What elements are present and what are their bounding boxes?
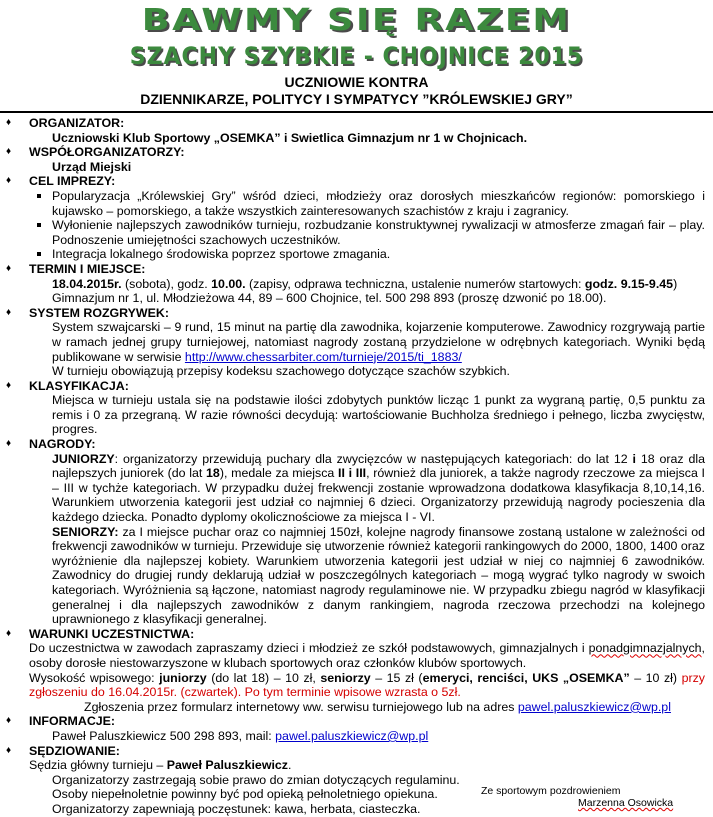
section-wspolorganizatorzy bbox=[0, 145, 713, 174]
section-system bbox=[0, 306, 713, 379]
banner-subtitle: SZACHY SZYBKIE - CHOJNICE 2015 bbox=[129, 42, 584, 70]
square-bullet-icon bbox=[37, 252, 41, 256]
section-cel bbox=[0, 174, 713, 262]
signature-name: Marzenna Osowicka bbox=[578, 797, 674, 809]
section-informacje bbox=[0, 714, 713, 743]
system-text: System szwajcarski – 9 rund, 15 minut na partię dla zawodnika, kojarzenie komputerowe. Zawodnicy rozgrywają partie w ramach jednej grupy turniejowej, natomiast nagrody zostaną przydzielone w odrębnych kategoriach. Wyniki będą publikowane w serwisie http://www.chessarbiter.com/turnieje/2015/ti_1883/ bbox=[52, 320, 705, 364]
goals-list bbox=[0, 189, 713, 262]
diamond-bullet-icon: ♦ bbox=[6, 715, 12, 727]
entry-fee: Wysokość wpisowego: juniorzy (do lat 18) – 10 zł, seniorzy – 15 zł (emeryci, renciści, UKS „OSEMKA” – 10 zł) przy zgłoszeniu do 16.04.2015r. (czwartek). Po tym terminie wpisowe wzrasta o 5zł. bbox=[29, 670, 705, 700]
note-line: Organizatorzy zapewniają poczęstunek: kawa, herbata, ciasteczka. bbox=[52, 801, 421, 816]
signup-line: Zgłoszenia przez formularz internetowy ww. serwisu turniejowego lub na adres pawel.paluszkiewicz@wp.pl bbox=[84, 699, 671, 714]
section-title: WARUNKI UCZESTNICTWA: bbox=[29, 626, 195, 641]
section-termin bbox=[0, 262, 713, 306]
diamond-bullet-icon: ♦ bbox=[6, 175, 12, 187]
termin-address: Gimnazjum nr 1, ul. Młodzieżowa 44, 89 – 600 Chojnice, tel. 500 298 893 (proszę dzwonić po 18.00). bbox=[52, 291, 607, 306]
signup-email-link[interactable]: pawel.paluszkiewicz@wp.pl bbox=[517, 699, 671, 714]
diamond-bullet-icon: ♦ bbox=[6, 117, 12, 128]
section-title: SĘDZIOWANIE: bbox=[29, 743, 120, 758]
list-item: Popularyzacja „Królewskiej Gry” wśród dzieci, młodzieży oraz dorosłych mieszkańców regionów: pomorskiego i kujawsko – pomorskiego, a także wszystkich zainteresowanych szachistów z kraju i zagranicy. bbox=[52, 189, 705, 218]
judge-line: Sędzia główny turnieju – Paweł Paluszkiewicz. bbox=[29, 758, 292, 773]
section-title: WSPÓŁORGANIZATORZY: bbox=[29, 145, 185, 160]
section-title: ORGANIZATOR: bbox=[29, 116, 125, 130]
diamond-bullet-icon: ♦ bbox=[6, 262, 12, 274]
square-bullet-icon bbox=[37, 194, 41, 198]
section-title: CEL IMPREZY: bbox=[29, 174, 116, 189]
header-line-1: UCZNIOWIE KONTRA bbox=[284, 74, 429, 90]
diamond-bullet-icon: ♦ bbox=[6, 379, 12, 391]
deadline-note: przy zgłoszeniu do 16.04.2015r. (czwartek). Po tym terminie wpisowe wzrasta o 5zł. bbox=[29, 670, 705, 700]
informacje-text: Paweł Paluszkiewicz 500 298 893, mail: pawel.paluszkiewicz@wp.pl bbox=[52, 728, 429, 743]
organizator-text: Uczniowski Klub Sportowy „OSEMKA” i Swietlica Gimnazjum nr 1 w Chojnicach. bbox=[52, 130, 528, 145]
event-date: 18.04.2015r. bbox=[52, 276, 122, 291]
diamond-bullet-icon: ♦ bbox=[6, 438, 12, 450]
system-rules: W turnieju obowiązują przepisy kodeksu szachowego dotyczące szachów szybkich. bbox=[52, 364, 510, 379]
section-title: TERMIN I MIEJSCE: bbox=[29, 261, 146, 276]
section-title: INFORMACJE: bbox=[29, 714, 116, 729]
note-line: Osoby niepełnoletnie powinny być pod opieką pełnoletniego opiekuna. bbox=[52, 787, 438, 802]
termin-date-line: 18.04.2015r. (sobota), godz. 10.00. (zapisy, odprawa techniczna, ustalenie numerów startowych: godz. 9.15-9.45) bbox=[52, 276, 678, 291]
signature-greeting: Ze sportowym pozdrowieniem bbox=[481, 785, 621, 797]
diamond-bullet-icon: ♦ bbox=[6, 146, 12, 158]
section-title: NAGRODY: bbox=[29, 437, 96, 452]
list-item: Integracja lokalnego środowiska poprzez sportowe zmagania. bbox=[52, 247, 705, 262]
section-organizator bbox=[0, 116, 713, 145]
note-line: Organizatorzy zastrzegają sobie prawo do zmian dotyczących regulaminu. bbox=[52, 772, 460, 787]
warunki-text: Do uczestnictwa w zawodach zapraszamy dzieci i młodzież ze szkół podstawowych, gimnazjalnych i ponadgimnazjalnych, osoby dorosłe niestowarzyszone w klubach sportowych oraz członków klubów sportowych. bbox=[29, 641, 705, 670]
square-bullet-icon bbox=[37, 223, 41, 227]
section-title: SYSTEM ROZGRYWEK: bbox=[29, 305, 169, 320]
section-warunki bbox=[0, 627, 713, 715]
diamond-bullet-icon: ♦ bbox=[6, 627, 12, 639]
diamond-bullet-icon: ♦ bbox=[6, 306, 12, 318]
contact-email-link[interactable]: pawel.paluszkiewicz@wp.pl bbox=[275, 728, 429, 743]
regulations-body bbox=[0, 116, 713, 817]
registration-time: godz. 9.15-9.45 bbox=[584, 276, 674, 291]
diamond-bullet-icon: ♦ bbox=[6, 744, 12, 756]
header-divider bbox=[0, 111, 713, 113]
header-line-2: DZIENNIKARZE, POLITYCY I SYMPATYCY ”KRÓLEWSKIEJ GRY” bbox=[140, 91, 573, 107]
event-time: 10.00. bbox=[211, 276, 246, 291]
seniorzy-prizes: SENIORZY: za I miejsce puchar oraz co najmniej 150zł, kolejne nagrody finansowe zostaną ustalone w zależności od frekwencji zawodników w turnieju. Przewiduje się utworzenie również kategorii rankingowych do 2000, 1800, 1400 oraz wyróżnienie dla najlepszej kobiety. Warunkiem utworzenia kategorii jest udział w niej co najmniej 6 zawodników. Zawodnicy do drugiej rundy deklarują udział w poszczególnych kategoriach – mogą wygrać tylko nagrody w swoich kategoriach. Wyróżnienia są łączone, natomiast nagrody regulaminowe nie. W przypadku zbiegu nagród w klasyfikacji generalnej i dla najlepszych zawodników z danym rankingiem, nagroda rzeczowa przechodzi na kolejnego uprawnionego z klasyfikacji generalnej. bbox=[52, 524, 705, 627]
banner-title: BAWMY SIĘ RAZEM bbox=[141, 3, 572, 38]
wspolorganizatorzy-text: Urząd Miejski bbox=[52, 159, 132, 174]
juniorzy-prizes: JUNIORZY: organizatorzy przewidują puchary dla zwycięzców w następujących kategoriach: do lat 12 i 18 oraz dla najlepszych juniorek (do lat 18), medale za miejsca II i III, również dla juniorek, a także nagrody rzeczowe za miejsca I – III w tychże kategoriach. W przypadku dużej frekwencji zostanie wprowadzona dodatkowa klasyfikacja 8,10,14,16. Warunkiem utworzenia kategorii jest udział co najmniej 6 dzieci. Organizatorzy przewidują nagrody pocieszenia dla każdego dziecka. Ponadto dyplomy okolicznościowe za miejsca I - VI. bbox=[52, 451, 705, 525]
results-link[interactable]: http://www.chessarbiter.com/turnieje/2015/ti_1883/ bbox=[184, 349, 462, 364]
section-nagrody bbox=[0, 437, 713, 627]
klasyfikacja-text: Miejsca w turnieju ustala się na podstawie ilości zdobytych punktów licząc 1 punkt za wygraną partię, 0,5 punktu za remis i 0 za przegraną. W razie równości decydują: wartościowanie Buchholza średniego i pełnego, liczba zwycięstw, progres. bbox=[52, 393, 705, 437]
section-klasyfikacja bbox=[0, 379, 713, 437]
judge-name: Paweł Paluszkiewicz bbox=[166, 758, 288, 773]
section-title: KLASYFIKACJA: bbox=[29, 378, 129, 393]
list-item: Wyłonienie najlepszych zawodników turnieju, rozbudzanie konstruktywnej rywalizacji w atmosferze zmagań fair – play. Podnoszenie umiejętności szachowych uczestników. bbox=[52, 218, 705, 247]
